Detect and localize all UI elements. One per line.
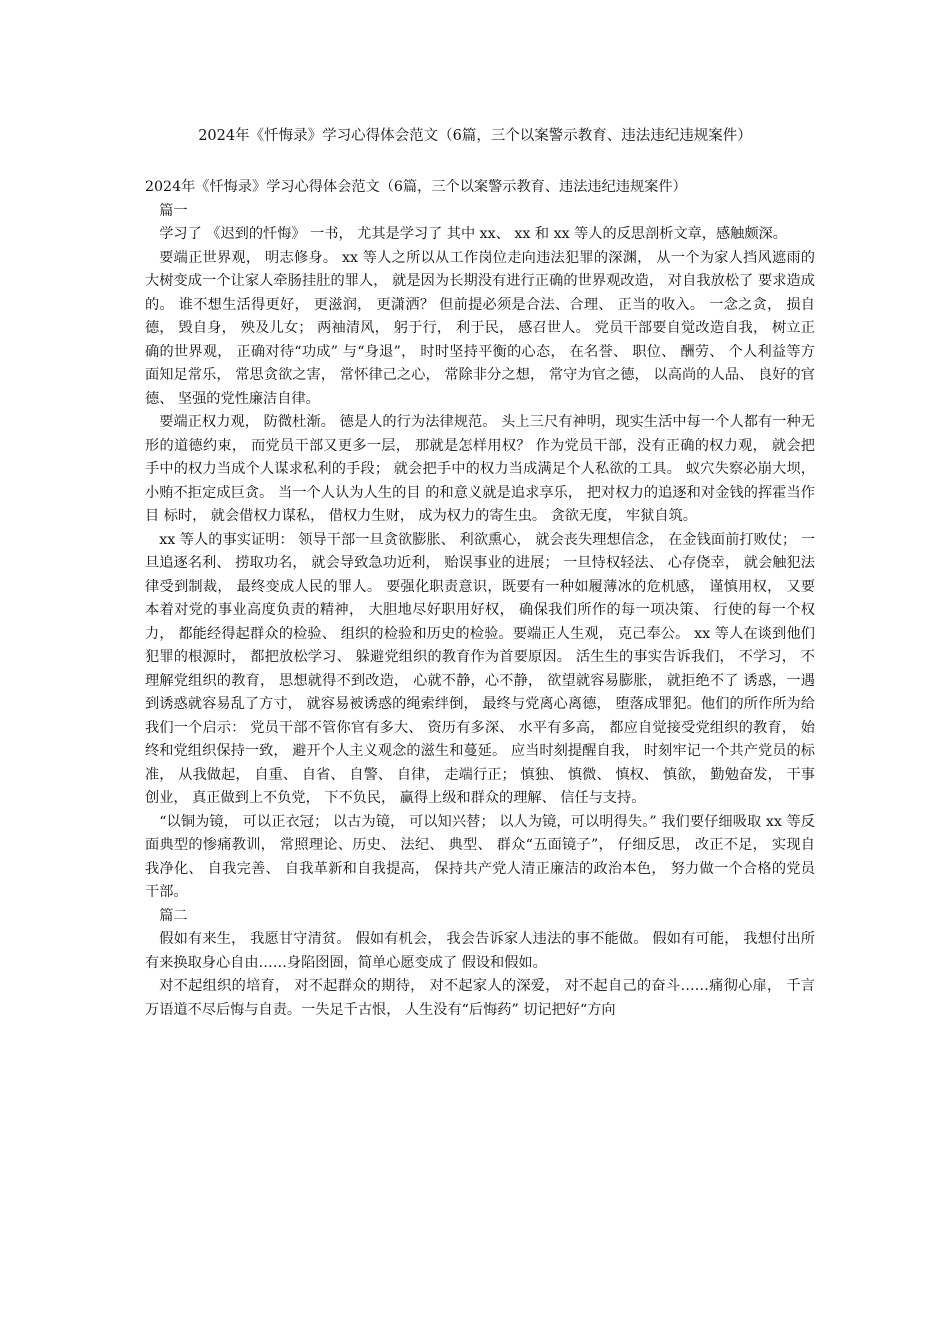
- section-heading-2: 篇二: [159, 907, 188, 924]
- paragraph: “以铜为镜， 可以正衣冠； 以古为镜， 可以知兴替； 以人为镜，可以明得失。” 我们要仔细吸取 xx 等反面典型的惨痛教训， 常照理论、历史、 法纪、 典型、 群众“五面镜子”， 仔细反思， 改正不足， 实现自我净化、 自我完善、 自我革新和自我提高， 保持共产党人清正廉洁的政治本色， 努力做一个合格的党员干部。: [145, 813, 815, 900]
- paragraph: 对不起组织的培育， 对不起群众的期待， 对不起家人的深爱， 对不起自己的奋斗……痛彻心扉， 千言万语道不尽后悔与自责。一失足千古恨， 人生没有“后悔药” 切记把好“方向: [145, 978, 815, 1018]
- section-heading-1: 篇一: [159, 202, 188, 219]
- paragraph: 要端正世界观， 明志修身。 xx 等人之所以从工作岗位走向违法犯罪的深渊， 从一个为家人挡风遮雨的大树变成一个让家人牵肠挂肚的罪人， 就是因为长期没有进行正确的世界观改造， 对自我放松了 要求造成的。 谁不想生活得更好， 更滋润， 更潇洒？ 但前提必须是合法、合理、 正当的收入。 一念之贪， 损自德， 毁自身， 殃及儿女； 两袖清风， 躬于行， 利于民， 感召世人。 党员干部要自觉改造自我， 树立正确的世界观， 正确对待“功成” 与“身退”， 时时坚持平衡的心态， 在名誉、 职位、 酬劳、 个人利益等方面知足常乐， 常思贪欲之害， 常怀律己之心， 常除非分之想， 常守为官之德， 以高尚的人品、 良好的官德、 坚强的党性廉洁自律。: [145, 249, 815, 407]
- document-title: 2024年《忏悔录》学习心得体会范文（6篇，三个以案警示教育、违法违纪违规案件）: [198, 128, 752, 144]
- paragraph: xx 等人的事实证明： 领导干部一旦贪欲膨胀、 利欲熏心， 就会丧失理想信念， 在金钱面前打败仗； 一旦追逐名利、 捞取功名， 就会导致急功近利， 贻误事业的进展； 一旦恃权轻法、 心存侥幸， 就会触犯法律受到制裁， 最终变成人民的罪人。 要强化职责意识，既要有一种如履薄冰的危机感， 谨慎用权， 又要本着对党的事业高度负责的精神， 大胆地尽好职用好权， 确保我们所作的每一项决策、 行使的每一个权力， 都能经得起群众的检验、 组织的检验和历史的检验。要端正人生观， 克己奉公。 xx 等人在谈到他们犯罪的根源时， 都把放松学习、 躲避党组织的教育作为首要原因。 活生生的事实告诉我们， 不学习， 不理解党组织的教育， 思想就得不到改造， 心就不静，心不静， 欲望就容易膨胀， 就拒绝不了 诱惑，一遇到诱惑就容易乱了方寸， 就容易被诱惑的绳索绊倒， 最终与党离心离德， 堕落成罪犯。他们的所作所为给我们一个启示： 党员干部不管你官有多大、 资历有多深、 水平有多高， 都应自觉接受党组织的教育， 始终和党组织保持一致， 避开个人主义观念的滋生和蔓延。 应当时刻提醒自我， 时刻牢记一个共产党员的标准， 从我做起， 自重、 自省、 自警、 自律， 走端行正； 慎独、 慎微、 慎权、 慎欲， 勤勉奋发， 干事创业， 真正做到上不负党， 下不负民， 赢得上级和群众的理解、 信任与支持。: [145, 531, 815, 806]
- document-body: [145, 176, 815, 1022]
- paragraph: 学习了 《迟到的忏悔》 一书， 尤其是学习了 其中 xx、 xx 和 xx 等人的反思剖析文章，感触颇深。: [159, 226, 787, 242]
- paragraph: 假如有来生， 我愿甘守清贫。 假如有机会， 我会告诉家人违法的事不能做。 假如有可能， 我想付出所有来换取身心自由……身陷囹圄，简单心愿变成了 假设和假如。: [145, 931, 815, 971]
- document-subtitle: 2024年《忏悔录》学习心得体会范文（6篇，三个以案警示教育、违法违纪违规案件）: [145, 179, 687, 195]
- paragraph: 要端正权力观， 防微杜渐。 德是人的行为法律规范。 头上三尺有神明，现实生活中每一个人都有一种无形的道德约束， 而党员干部又更多一层， 那就是怎样用权？ 作为党员干部，没有正确的权力观， 就会把手中的权力当成个人谋求私利的手段； 就会把手中的权力当成满足个人私欲的工具。 蚁穴失察必崩大坝， 小贿不拒定成巨贪。 当一个人认为人生的目 的和意义就是追求享乐， 把对权力的追逐和对金钱的挥霍当作目 标时， 就会借权力谋私， 借权力生财， 成为权力的寄生虫。 贪欲无度， 牢狱自筑。: [145, 414, 815, 524]
